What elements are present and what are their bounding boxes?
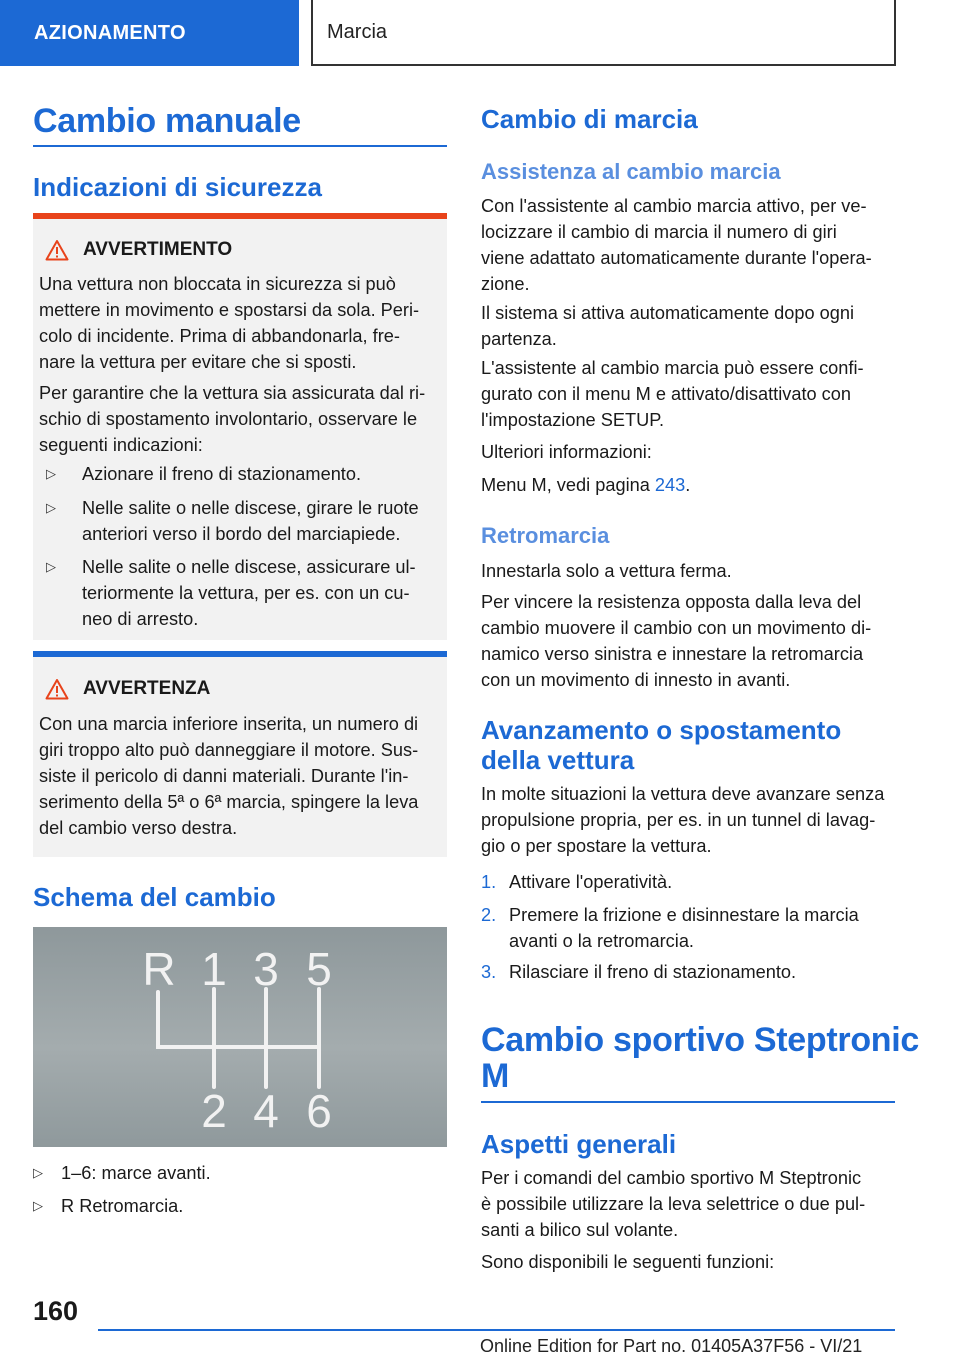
- warning-header: [45, 239, 232, 261]
- reverse-paragraph: Per vincere la resistenza opposta dalla leva del cambio muovere il cambio con un movimento di- namico verso sinistra e innestare la retromarcia con un movimento di innesto in avanti.: [481, 592, 872, 690]
- warning-box: AVVERTIMENTO Una vettura non bloccata in sicurezza si può mettere in movimento e spostarsi da sola. Peri- colo di incidente. Prima di abbandonarla, fre- nare la vettura per evitare che si sposti. Per garantire che la vettura sia assicurata dal ri- schio di spostamento involontario, osservare le seguenti indicazioni: ▷ Azionare il freno di stazionamento. ▷ Nelle salite o nelle discese, girare le ruote anteriori verso il bordo del marciapiede. ▷ Nelle salite o nelle discese, assicurare ul- teriormente la vettura, per es. con un cu- neo di arresto.: [33, 213, 447, 640]
- warning-accent-bar: [33, 213, 447, 219]
- activate-paragraph: Il sistema si attiva automaticamente dopo ogni partenza.: [481, 303, 855, 349]
- bullet-triangle-icon: ▷: [33, 1198, 43, 1213]
- warning-paragraph-2: Per garantire che la vettura sia assicurata dal ri- schio di spostamento involontario, osservare le seguenti indicazioni:: [39, 383, 426, 455]
- bullet-triangle-icon: ▷: [33, 1165, 43, 1180]
- functions-text: Sono disponibili le seguenti funzioni:: [481, 1252, 775, 1272]
- bullet-triangle-icon: ▷: [46, 466, 56, 481]
- gear-shift-diagram: [33, 927, 447, 1147]
- gear-label-2: 2: [201, 1085, 227, 1137]
- steptronic-title: Cambio sportivo Steptronic M: [481, 1021, 920, 1095]
- title-rule: [33, 145, 447, 147]
- gear-label-3: 3: [253, 943, 279, 995]
- reverse-intro: Innestarla solo a vettura ferma.: [481, 561, 732, 581]
- steptronic-rule: [481, 1101, 895, 1103]
- gear-label-6: 6: [306, 1085, 332, 1137]
- notice-box: [33, 651, 447, 857]
- more-info-text: Ulteriori informazioni:: [481, 442, 652, 462]
- assist-paragraph: Con l'assistente al cambio marcia attivo, per ve- locizzare il cambio di marcia il numero di giri viene adattato automaticamente durante l'opera- zione.: [481, 196, 872, 294]
- move-heading: Avanzamento o spostamento della vettura: [481, 715, 842, 775]
- schema-heading: Schema del cambio: [33, 882, 276, 912]
- footer-rule: [98, 1329, 895, 1331]
- gear-label-R: R: [142, 943, 176, 995]
- general-heading: Aspetti generali: [481, 1129, 677, 1159]
- notice-label: AVVERTENZA: [83, 678, 211, 699]
- gear-pattern-graphic: [33, 927, 447, 1147]
- reverse-heading: Retromarcia: [481, 523, 610, 548]
- page-number: 160: [33, 1296, 79, 1326]
- gear-change-heading: Cambio di marcia: [481, 104, 698, 134]
- move-paragraph: In molte situazioni la vettura deve avanzare senza propulsione propria, per es. in un tunnel di lavag- gio o per spostare la vettura.: [481, 784, 885, 856]
- page-link-243[interactable]: 243: [654, 475, 686, 495]
- section-tab: AZIONAMENTO: [0, 0, 299, 66]
- bullet-triangle-icon: ▷: [46, 559, 56, 574]
- notice-header: [45, 678, 210, 700]
- warning-paragraph-1: Una vettura non bloccata in sicurezza si può mettere in movimento e spostarsi da sola. Peri- colo di incidente. Prima di abbandonarla, fre- nare la vettura per evitare che si sposti.: [39, 274, 420, 372]
- chapter-tab: Marcia: [311, 0, 896, 66]
- config-paragraph: L'assistente al cambio marcia può essere confi- gurato con il menu M e attivato/disattivato con l'impostazione SETUP.: [481, 358, 864, 430]
- warning-triangle-icon: [45, 239, 69, 261]
- menu-reference: Menu M, vedi pagina 243.: [481, 475, 691, 495]
- page-title: Cambio manuale: [33, 102, 301, 140]
- general-paragraph: Per i comandi del cambio sportivo M Steptronic è possibile utilizzare la leva selettrice o due pul- santi a bilico sul volante.: [481, 1168, 866, 1240]
- gear-label-1: 1: [201, 943, 227, 995]
- notice-accent-bar: [33, 651, 447, 657]
- warning-label: AVVERTIMENTO: [83, 239, 233, 260]
- safety-heading: Indicazioni di sicurezza: [33, 172, 322, 202]
- assist-heading: Assistenza al cambio marcia: [481, 159, 781, 184]
- bullet-triangle-icon: ▷: [46, 500, 56, 515]
- edition-note: Online Edition for Part no. 01405A37F56 - VI/21: [480, 1336, 863, 1356]
- gear-label-4: 4: [253, 1085, 279, 1137]
- notice-triangle-icon: [45, 678, 69, 700]
- gear-label-5: 5: [306, 943, 332, 995]
- notice-paragraph: Con una marcia inferiore inserita, un numero di giri troppo alto può danneggiare il motore. Sus- siste il pericolo di danni materiali. Durante l'in- serimento della 5ª o 6ª marcia, spingere la leva del cambio verso destra.: [39, 714, 419, 838]
